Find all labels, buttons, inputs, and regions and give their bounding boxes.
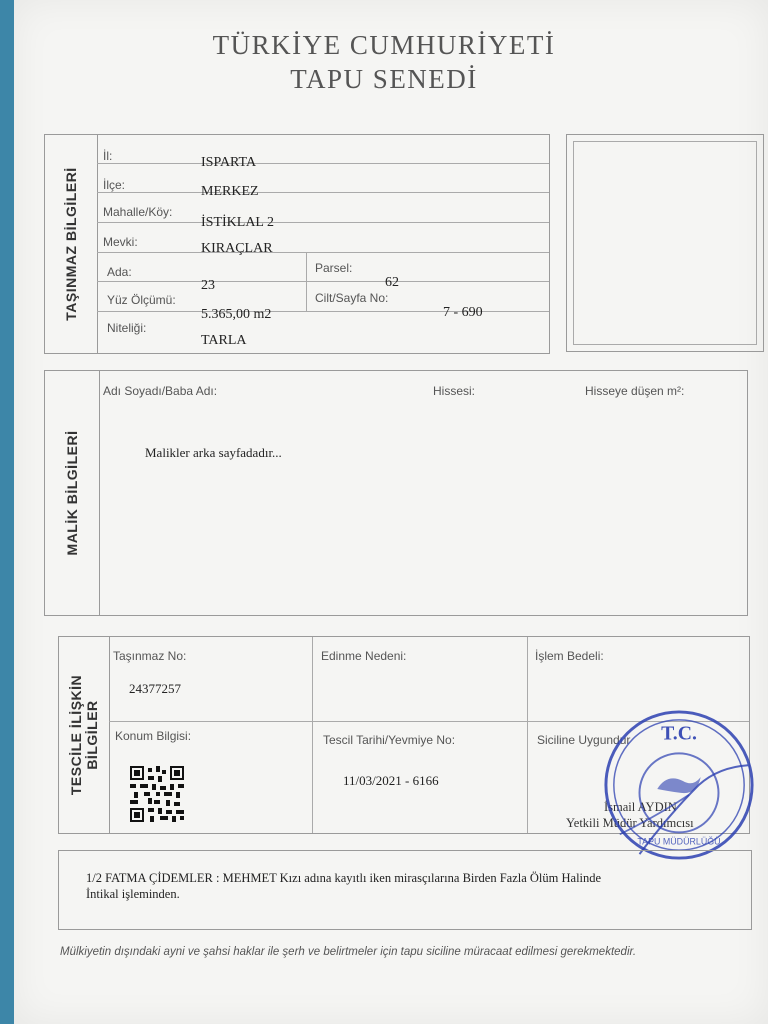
konum-bilgisi-label: Konum Bilgisi:: [115, 729, 192, 743]
yuz-olcumu-value: 5.365,00 m2: [201, 307, 272, 322]
mahalle-value: İSTİKLAL 2: [201, 215, 274, 230]
stamp-center-text: T.C.: [661, 722, 697, 745]
ada-value: 23: [201, 278, 215, 293]
malik-section-title: MALİK BİLGİLERİ: [64, 430, 80, 556]
mevki-value: KIRAÇLAR: [201, 241, 273, 256]
qr-code-icon: [130, 766, 184, 822]
stamp-ring-text: TAPU MÜDÜRLÜĞÜ: [637, 836, 721, 847]
remarks-line2: İntikal işleminden.: [86, 887, 180, 901]
parsel-label: Parsel:: [315, 261, 353, 275]
document-title-line2: TAPU SENEDİ: [290, 64, 478, 94]
footer-note: Mülkiyetin dışındaki ayni ve şahsi haklar ile şerh ve belirtmeler için tapu siciline müracaat edilmesi gerekmektedir.: [60, 946, 637, 958]
malik-section-header: [45, 371, 100, 615]
photo-frame: [566, 134, 764, 352]
signer-name: İsmail AYDIN: [604, 800, 677, 814]
il-value: ISPARTA: [201, 155, 257, 170]
tescil-tarihi-label: Tescil Tarihi/Yevmiye No:: [323, 733, 456, 747]
malik-col-area: Hisseye düşen m²:: [585, 384, 685, 398]
tasinmaz-section-title: TAŞINMAZ BİLGİLERİ: [63, 167, 79, 321]
tasinmaz-no-value: 24377257: [129, 681, 181, 696]
niteligi-value: TARLA: [201, 333, 247, 348]
mahalle-label: Mahalle/Köy:: [103, 205, 173, 219]
signer-title: Yetkili Müdür Yardımcısı: [566, 816, 694, 830]
cilt-sayfa-label: Cilt/Sayfa No:: [315, 291, 389, 305]
il-label: İl:: [103, 149, 113, 163]
tasinmaz-no-label: Taşınmaz No:: [113, 649, 187, 663]
mevki-label: Mevki:: [103, 235, 138, 249]
tescil-tarihi-value: 11/03/2021 - 6166: [343, 773, 439, 788]
malik-col-name: Adı Soyadı/Baba Adı:: [103, 384, 218, 398]
malik-section: [44, 370, 748, 616]
edinme-nedeni-label: Edinme Nedeni:: [321, 649, 407, 663]
tescil-section-header: [59, 637, 110, 833]
remarks-line1: 1/2 FATMA ÇİDEMLER : MEHMET Kızı adına kayıtlı iken mirasçılarına Birden Fazla Ölüm Halinde: [86, 871, 602, 885]
siciline-uygundur-label: Siciline Uygundur: [537, 733, 631, 747]
tescil-section-title: TESCİLE İLİŞKİN BİLGİLER: [68, 674, 100, 796]
yuz-olcumu-label: Yüz Ölçümü:: [107, 293, 176, 307]
ilce-label: İlçe:: [103, 178, 126, 192]
tasinmaz-section: [44, 134, 550, 354]
cilt-sayfa-value: 7 - 690: [443, 305, 483, 320]
official-stamp-icon: [600, 706, 758, 864]
tasinmaz-section-header: [45, 135, 98, 353]
malik-col-share: Hissesi:: [433, 384, 476, 398]
remarks-text: [86, 870, 726, 902]
ilce-value: MERKEZ: [201, 184, 259, 199]
malik-note: Malikler arka sayfadadır...: [145, 445, 282, 460]
niteligi-label: Niteliği:: [107, 321, 147, 335]
document-title-line1: TÜRKİYE CUMHURİYETİ: [212, 30, 556, 60]
ada-label: Ada:: [107, 265, 132, 279]
parsel-value: 62: [385, 275, 399, 290]
islem-bedeli-label: İşlem Bedeli:: [535, 649, 604, 663]
